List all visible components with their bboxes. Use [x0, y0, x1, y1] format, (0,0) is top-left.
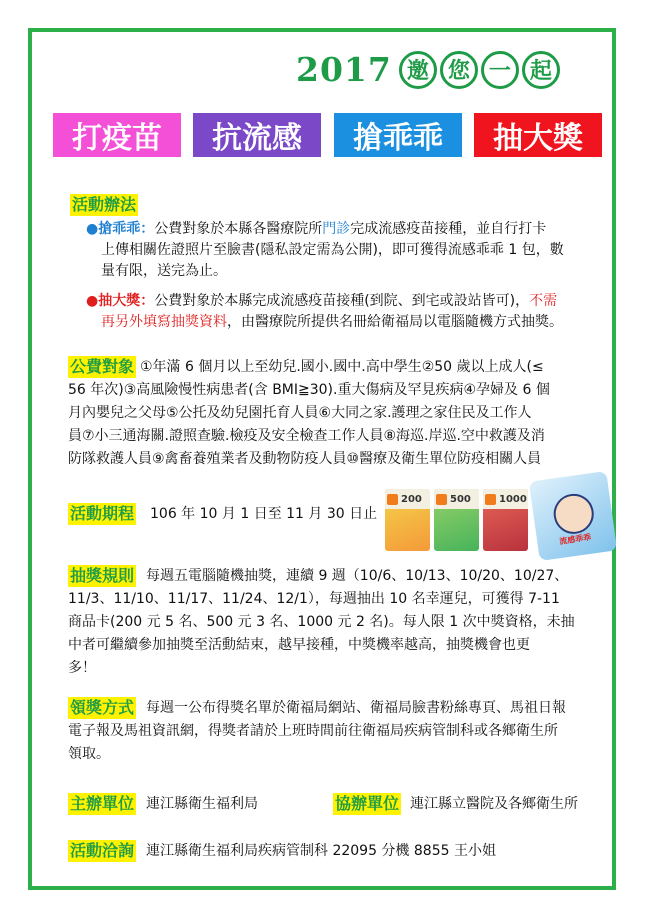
method-item-2-line-1: ●抽大獎：公費對象於本縣完成流感疫苗接種(到院、到宅或設站皆可)，不需 — [86, 293, 558, 309]
organizer-label: 主辦單位 — [70, 794, 135, 813]
rules-line-2: 11/3、11/10、11/17、11/24、12/1），每週抽出 10 名幸運兒，可獲得 7-11 — [68, 591, 560, 607]
banner-lottery: 抽大獎 — [474, 113, 602, 157]
claim-label: 領獎方式 — [70, 698, 135, 717]
page-header — [296, 50, 560, 89]
contact-text: 連江縣衛生福利局疾病管制科 22095 分機 8855 王小姐 — [146, 843, 496, 859]
period-label: 活動期程 — [70, 504, 135, 523]
co-organizer-text: 連江縣立醫院及各鄉衛生所 — [410, 796, 578, 812]
eligible-line-2: 56 年次)③高風險慢性病患者(含 BMI≧30).重大傷病及罕見疾病④孕婦及 6 個 — [68, 382, 550, 398]
header-year: 2017 — [296, 50, 392, 89]
eligible-line-4: 員⑦小三通海關.證照查驗.檢疫及安全檢查工作人員⑧海巡.岸巡.空中救護及消 — [68, 428, 545, 444]
eligible-line-1: ①年滿 6 個月以上至幼兒.國小.國中.高中學生②50 歲以上成人(≤ — [140, 359, 544, 375]
rules-line-3: 商品卡(200 元 5 名、500 元 3 名、1000 元 2 名)。每人限 1 次中獎資格，未抽 — [68, 614, 575, 630]
rules-line-4: 中者可繼續參加抽獎至活動結束，越早接種，中獎機率越高，抽獎機會也更 — [68, 637, 530, 653]
method-item-2-title: ●抽大獎： — [86, 293, 155, 309]
banner-vaccinate: 打疫苗 — [53, 113, 181, 157]
eligible-line-5: 防隊救護人員⑨禽畜養殖業者及動物防疫人員⑩醫療及衛生單位防疫相關人員 — [68, 451, 542, 467]
method-item-1-line-3: 量有限，送完為止。 — [101, 263, 227, 279]
eligible-line-3: 月內嬰兒之父母⑤公托及幼兒園托育人員⑥大同之家.護理之家住民及工作人 — [68, 405, 532, 421]
claim-line-1: 每週一公布得獎名單於衛福局網站、衛福局臉書粉絲專頁、馬祖日報 — [146, 700, 566, 716]
header-char-2: 您 — [440, 51, 478, 89]
rules-label: 抽獎規則 — [70, 566, 135, 585]
header-char-3: 一 — [481, 51, 519, 89]
method-item-1-line-1: ●搶乖乖：公費對象於本縣各醫療院所門診完成流感疫苗接種，並自行打卡 — [86, 221, 547, 237]
co-organizer-label: 協辦單位 — [335, 794, 400, 813]
method-item-2-line-2: 再另外填寫抽獎資料，由醫療院所提供名冊給衛福局以電腦隨機方式抽獎。 — [101, 314, 563, 330]
method-item-1-line-2: 上傳相關佐證照片至臉書(隱私設定需為公開)，即可獲得流感乖乖 1 包，數 — [101, 242, 564, 258]
gift-card-200: 200 — [385, 489, 430, 551]
header-char-4: 起 — [522, 51, 560, 89]
contact-label: 活動洽詢 — [70, 841, 135, 860]
rules-line-1: 每週五電腦隨機抽獎，連續 9 週（10/6、10/13、10/20、10/27、 — [146, 568, 569, 584]
header-char-1: 邀 — [399, 51, 437, 89]
rules-line-5: 多！ — [68, 660, 96, 676]
banner-fight-flu: 抗流感 — [193, 113, 321, 157]
organizer-text: 連江縣衛生福利局 — [146, 796, 258, 812]
eligible-label: 公費對象 — [70, 357, 135, 376]
claim-line-3: 領取。 — [68, 746, 110, 762]
banner-grab-snack: 搶乖乖 — [334, 113, 462, 157]
gift-card-1000: 1000 — [483, 489, 528, 551]
snack-package-image: 流感乖乖 — [529, 471, 617, 561]
claim-line-2: 電子報及馬祖資訊網，得獎者請於上班時間前往衛福局疾病管制科或各鄉衛生所 — [68, 723, 558, 739]
gift-card-500: 500 — [434, 489, 479, 551]
method-item-1-title: ●搶乖乖： — [86, 221, 155, 237]
method-label: 活動辦法 — [72, 195, 137, 214]
period-text: 106 年 10 月 1 日至 11 月 30 日止 — [150, 506, 378, 522]
